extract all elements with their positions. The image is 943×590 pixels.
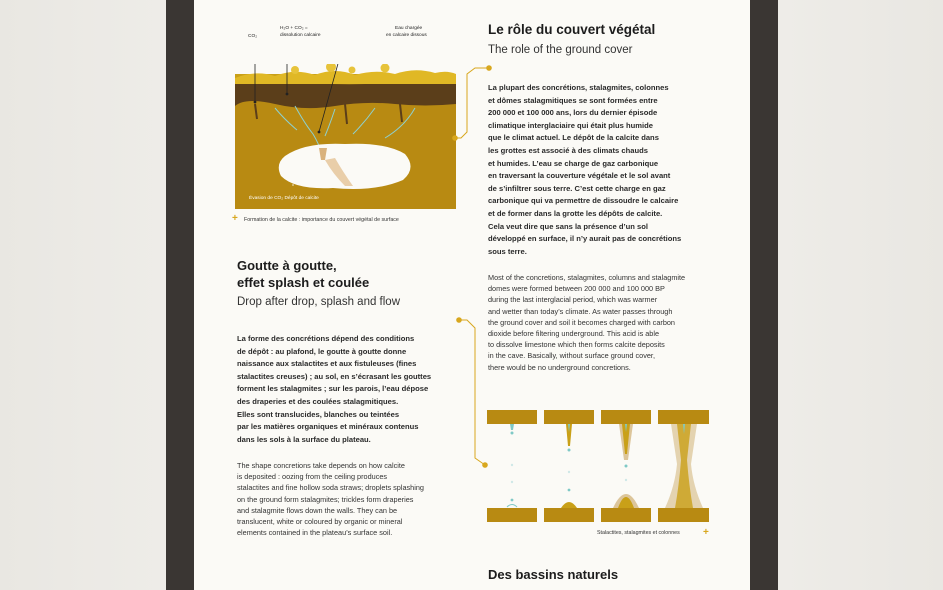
text-line: Most of the concretions, stalagmites, columns and stalagmite (488, 273, 686, 282)
text-line: carbonique qui va permettre de dissoudre le calcaire (488, 196, 679, 206)
section2-body-fr (237, 333, 467, 446)
text-line: translucent, white or coloured by organic or mineral (237, 517, 403, 527)
text-line: et humides. L’eau se charge de gaz carbonique (488, 158, 659, 168)
text-line: La plupart des concrétions, stalagmites, colonnes (488, 83, 669, 92)
section3-title-fr: Des bassins naturels (488, 567, 619, 582)
text-line: de s’infiltrer sous terre. C’est cette charge en gaz (488, 183, 666, 193)
text-line: stalactites creuses) ; au sol, en s’écrasant les gouttes (237, 371, 432, 381)
text-line: and stalagmite flows down the walls. They can be (237, 505, 398, 515)
text-line: les grottes est associé à des climats chauds (488, 145, 648, 155)
frame-right (750, 0, 778, 590)
text-line: during the last interglacial period, which was warmer (488, 295, 658, 305)
text-line: et de former dans la grotte les dépôts de calcite. (488, 208, 663, 218)
section1-body-en (488, 272, 718, 373)
text-line: in the cave. Basically, without surface ground cover, (488, 351, 655, 361)
stalactite-illustration (487, 410, 709, 522)
connector-dot (456, 317, 462, 323)
text-line: dioxide before filtering underground. This acid is able (488, 329, 660, 339)
label-evasion: Évasion de CO₂ Dépôt de calcite (249, 196, 319, 201)
text-line: Cela veut dire que sans la présence d’un sol (488, 221, 648, 231)
text-line: and wetter than today’s climate. As water passes through (488, 306, 673, 316)
text-line: en traversant la couverture végétale et le sol avant (488, 171, 671, 181)
text-line: des draperies et des coulées stalagmitiques. (237, 396, 399, 406)
text-line: elements contained in the plateau’s surface soil. (237, 528, 393, 538)
text-line: climatique interglaciaire qui était plus humide (488, 120, 653, 130)
section2-title-fr-1: Goutte à goutte, (237, 258, 337, 273)
plus-icon: + (232, 213, 238, 224)
label-water-2: en calcaire dissous (386, 33, 427, 38)
section2-body-en (237, 460, 467, 538)
figure2-caption: Stalactites, stalagmites et colonnes (597, 530, 680, 536)
calcite-formation-illustration (235, 64, 456, 209)
document-page (194, 0, 750, 590)
connector-dot (452, 135, 458, 141)
text-line: the ground cover and soil it becomes charged with carbon (488, 317, 675, 327)
text-line: de dépôt : au plafond, le goutte à goutte donne (237, 346, 407, 356)
plus-icon: + (703, 527, 709, 538)
text-line: on the ground form stalagmites; trickles form draperies (237, 494, 414, 504)
text-line: dans les sols à la surface du plateau. (237, 434, 371, 444)
text-line: et dômes stalagmitiques se sont formées entre (488, 95, 658, 105)
frame-left (166, 0, 194, 590)
text-line: there would be no underground concretions. (488, 362, 631, 372)
label-dissolution: dissolution calcaire (280, 33, 321, 38)
text-line: naissance aux stalactites et aux fistuleuses (fines (237, 359, 417, 369)
section2-title-en: Drop after drop, splash and flow (237, 296, 401, 308)
text-line: 200 000 et 100 000 ans, lors du dernier épisode (488, 108, 658, 118)
text-line: par les matières organiques et minéraux contenus (237, 422, 419, 432)
text-line: forment les stalagmites ; sur les parois, l’eau dépose (237, 384, 429, 394)
section1-title-fr: Le rôle du couvert végétal (488, 22, 656, 37)
text-line: développé en surface, il n’y aurait pas de concrétions (488, 234, 682, 244)
label-water-1: Eau chargée (395, 26, 423, 31)
text-line: stalactites and fine hollow soda straws; droplets splashing (237, 483, 424, 493)
connector-dot (486, 65, 492, 71)
section1-title-en: The role of the ground cover (488, 44, 633, 56)
stalactite-figure (487, 410, 709, 522)
section1-body-fr (488, 82, 718, 258)
text-line: La forme des concrétions dépend des conditions (237, 334, 415, 343)
text-line: que le climat actuel. Le dépôt de la calcite dans (488, 133, 659, 143)
label-co2: CO₂ (248, 34, 258, 39)
text-line: The shape concretions take depends on how calcite (237, 461, 405, 470)
text-line: sous terre. (488, 246, 527, 256)
label-h2o: H₂O + CO₂ = (280, 26, 308, 31)
text-line: domes were formed between 200 000 and 100 000 BP (488, 284, 665, 294)
text-line: is deposited : oozing from the ceiling produces (237, 472, 388, 482)
calcite-formation-figure (235, 64, 456, 209)
section2-title-fr-2: effet splash et coulée (237, 275, 370, 290)
text-line: to dissolve limestone which then forms calcite deposits (488, 340, 665, 350)
figure1-caption: Formation de la calcite : importance du couvert végétal de surface (244, 217, 399, 223)
text-line: Elles sont translucides, blanches ou teintées (237, 409, 400, 419)
